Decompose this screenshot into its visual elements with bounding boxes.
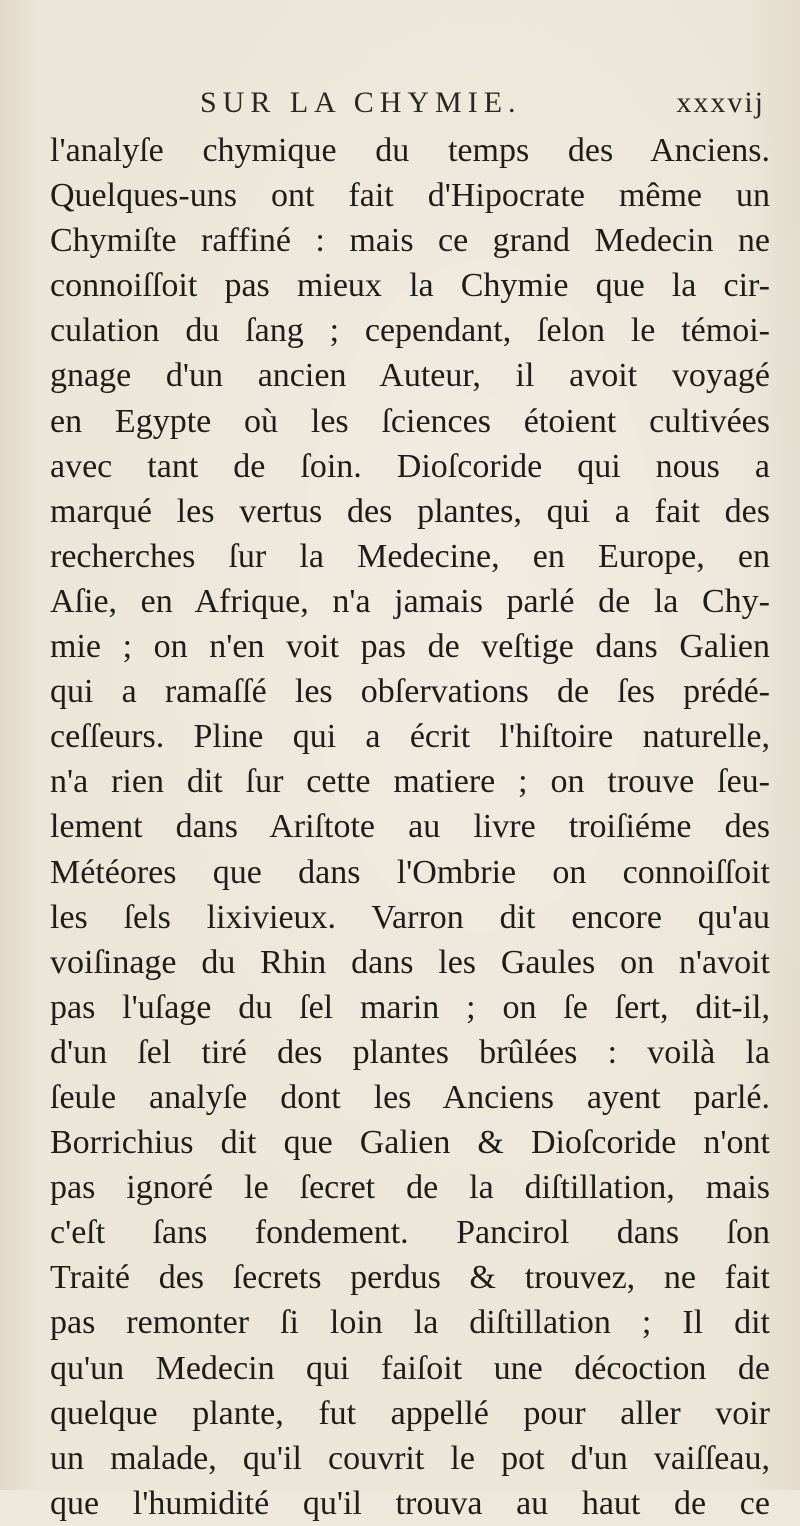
text-line: pas ignoré le ſecret de la diſtillation, mais <box>50 1169 770 1207</box>
text-line: Quelques-uns ont fait d'Hipocrate même un <box>50 177 770 215</box>
page-number: xxxvij <box>676 86 765 119</box>
text-line: d'un ſel tiré des plantes brûlées : voilà la <box>50 1033 770 1071</box>
text-line: gnage d'un ancien Auteur, il avoit voyagé <box>50 357 770 395</box>
text-line: Chymiſte raffiné : mais ce grand Medecin ne <box>50 222 770 260</box>
text-line: marqué les vertus des plantes, qui a fait des <box>50 492 770 530</box>
text-line: en Egypte où les ſciences étoient cultivées <box>50 402 770 440</box>
text-line: qui a ramaſſé les obſervations de ſes prédé- <box>50 673 770 711</box>
text-line: Météores que dans l'Ombrie on connoiſſoit <box>50 853 770 891</box>
text-line: recherches ſur la Medecine, en Europe, en <box>50 537 770 575</box>
text-line: un malade, qu'il couvrit le pot d'un vaiſſeau, <box>50 1439 770 1477</box>
text-line: pas l'uſage du ſel marin ; on ſe ſert, dit-il, <box>50 988 770 1026</box>
text-line: culation du ſang ; cependant, ſelon le témoi- <box>50 312 770 350</box>
text-line: qu'un Medecin qui faiſoit une décoction de <box>50 1349 770 1387</box>
text-line: ſeule analyſe dont les Anciens ayent parlé. <box>50 1078 770 1116</box>
text-line: n'a rien dit ſur cette matiere ; on trouve ſeu- <box>50 763 770 801</box>
running-head <box>200 86 765 126</box>
text-line: voiſinage du Rhin dans les Gaules on n'avoit <box>50 943 770 981</box>
text-line: avec tant de ſoin. Dioſcoride qui nous a <box>50 447 770 485</box>
text-line: c'eſt ſans fondement. Pancirol dans ſon <box>50 1214 770 1252</box>
text-line: les ſels lixivieux. Varron dit encore qu'au <box>50 898 770 936</box>
text-line: Borrichius dit que Galien & Dioſcoride n'ont <box>50 1124 770 1162</box>
text-line: ceſſeurs. Pline qui a écrit l'hiſtoire naturelle, <box>50 718 770 756</box>
text-line: connoiſſoit pas mieux la Chymie que la cir- <box>50 267 770 305</box>
text-line: mie ; on n'en voit pas de veſtige dans Galien <box>50 628 770 666</box>
text-line: Aſie, en Afrique, n'a jamais parlé de la Chy- <box>50 582 770 620</box>
text-line: l'analyſe chymique du temps des Anciens. <box>50 132 770 169</box>
body-text <box>50 128 770 1526</box>
text-line: lement dans Ariſtote au livre troiſiéme des <box>50 808 770 846</box>
text-line: quelque plante, fut appellé pour aller voir <box>50 1394 770 1432</box>
text-line: pas remonter ſi loin la diſtillation ; Il dit <box>50 1304 770 1342</box>
running-title: SUR LA CHYMIE. <box>200 86 522 119</box>
text-line: Traité des ſecrets perdus & trouvez, ne fait <box>50 1259 770 1297</box>
text-line: que l'humidité qu'il trouva au haut de ce <box>50 1484 770 1522</box>
